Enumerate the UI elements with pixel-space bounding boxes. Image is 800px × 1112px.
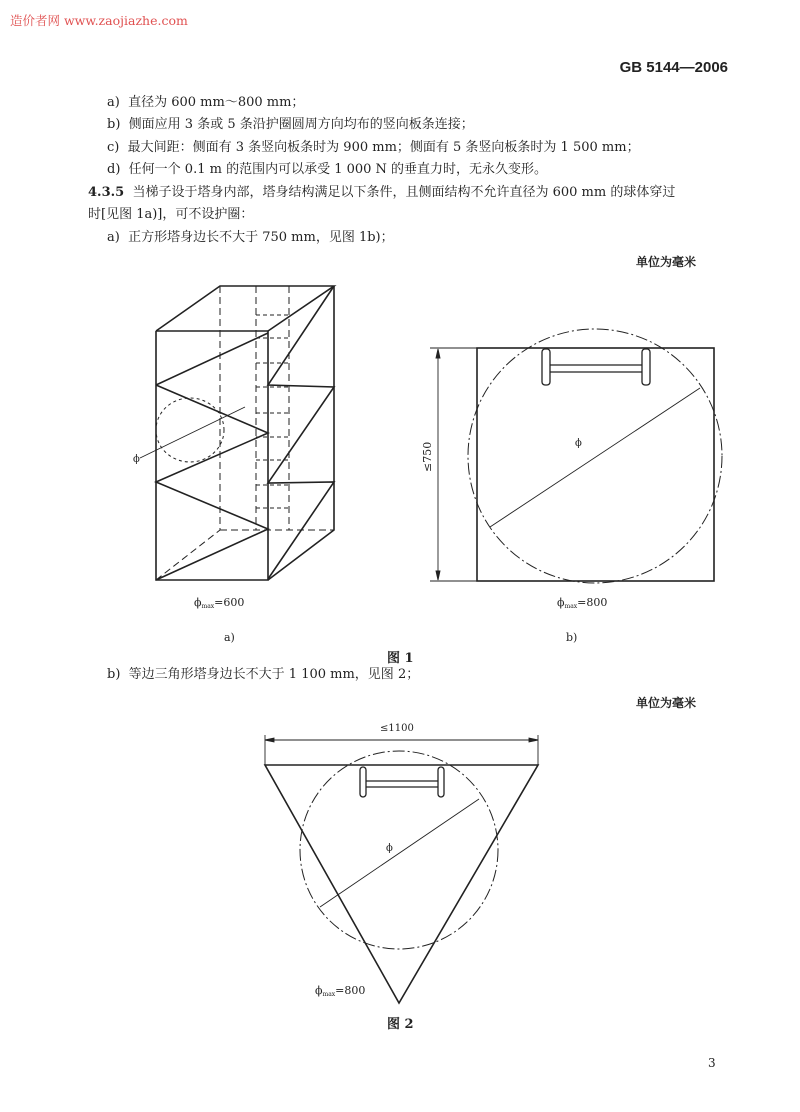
figure-1a-ladder-rungs — [256, 315, 289, 508]
figure-1a-caption: a) — [224, 631, 235, 644]
figure-2-diameter-line — [320, 799, 479, 907]
figure-1b-label: ϕmax=800 — [557, 596, 608, 610]
clause-text: 当梯子设于塔身内部，塔身结构满足以下条件，且侧面结构不允许直径为 600 mm 的球体穿过 — [132, 185, 676, 200]
figure-2-phi: ϕ — [386, 843, 393, 854]
figure-2-dimension — [265, 735, 538, 765]
unit-note: 单位为毫米 — [636, 696, 697, 710]
figure-1a-sphere-circle — [156, 398, 224, 462]
figure-1b-ladder — [542, 349, 650, 385]
figure-1a-phi: ϕ — [133, 454, 140, 465]
figure-1b-phi: ϕ — [575, 438, 582, 449]
list-marker: b) — [107, 667, 121, 682]
figure-1b-square — [477, 348, 714, 581]
list-text: 等边三角形塔身边长不大于 1 100 mm，见图 2； — [128, 667, 420, 682]
list-marker: c) — [107, 140, 120, 155]
figure-1b-sphere-circle — [468, 329, 722, 583]
list-text: 任何一个 0.1 m 的范围内可以承受 1 000 N 的垂直力时，无永久变形。 — [128, 162, 548, 177]
list-text: 直径为 600 mm～800 mm； — [128, 95, 305, 110]
figure-1a-label: ϕmax=600 — [194, 596, 245, 610]
list-marker: a) — [107, 230, 120, 245]
page-number: 3 — [708, 1056, 716, 1070]
clause-number: 4.3.5 — [88, 185, 125, 200]
list-marker: a) — [107, 95, 120, 110]
list-text: 正方形塔身边长不大于 750 mm，见图 1b)； — [128, 230, 394, 245]
figure-1a-hidden-lines — [156, 286, 334, 580]
list-marker: b) — [107, 117, 121, 132]
figure-1-title: 图 1 — [387, 651, 414, 666]
figure-1b-dimension — [430, 348, 477, 581]
figure-2-title: 图 2 — [387, 1017, 414, 1032]
figure-1b-caption: b) — [566, 631, 578, 644]
watermark: 造价者网 www.zaojiazhe.com — [10, 13, 188, 28]
figure-2-ladder — [360, 767, 444, 797]
figure-2-dimension-label: ≤1100 — [380, 723, 414, 734]
standard-number: GB 5144—2006 — [619, 59, 728, 76]
figure-2-label: ϕmax=800 — [315, 984, 366, 998]
unit-note: 单位为毫米 — [636, 255, 697, 269]
list-text: 侧面应用 3 条或 5 条沿护圈圆周方向均布的竖向板条连接； — [128, 117, 474, 132]
figure-1a-tower — [156, 286, 334, 580]
figure-1b-diameter-line — [490, 388, 700, 527]
clause-text-line2: 时[见图 1a)]，可不设护圈： — [88, 207, 254, 222]
list-text: 最大间距：侧面有 3 条竖向板条时为 900 mm；侧面有 5 条竖向板条时为 1 500 mm； — [127, 140, 640, 155]
figure-1b-dimension-label: ≤750 — [421, 441, 434, 472]
list-marker: d) — [107, 162, 121, 177]
